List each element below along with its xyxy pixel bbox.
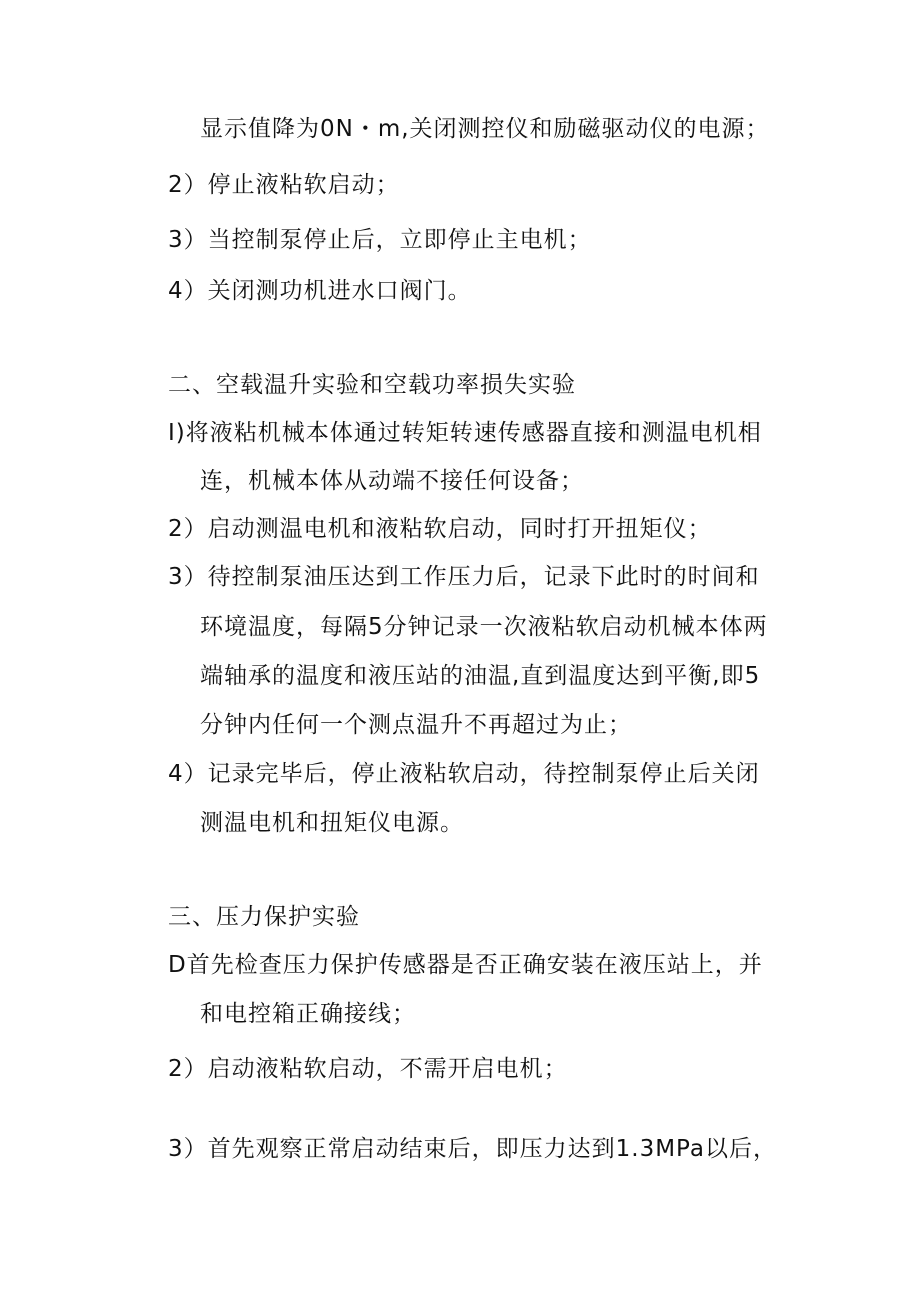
text-line: 2）启动测温电机和液粘软启动，同时打开扭矩仪；: [168, 516, 712, 542]
text-line: 和电控箱正确接线；: [200, 1001, 416, 1027]
text-line: 环境温度，每隔5分钟记录一次液粘软启动机械本体两: [200, 614, 768, 640]
text-line: 连，机械本体从动端不接任何设备；: [200, 468, 584, 494]
section-heading: 二、空载温升实验和空载功率损失实验: [168, 372, 576, 398]
text-line: 3）首先观察正常启动结束后，即压力达到1.3MPa以后，: [168, 1136, 777, 1162]
text-line: 3）当控制泵停止后，立即停止主电机；: [168, 227, 592, 253]
text-line: D首先检查压力保护传感器是否正确安装在液压站上，并: [168, 952, 763, 978]
text-line: 3）待控制泵油压达到工作压力后，记录下此时的时间和: [168, 564, 760, 590]
text-line: 4）记录完毕后，停止液粘软启动，待控制泵停止后关闭: [168, 761, 760, 787]
text-line: 4）关闭测功机进水口阀门。: [168, 278, 472, 304]
text-line: 分钟内任何一个测点温升不再超过为止；: [200, 712, 632, 738]
text-line: 2）启动液粘软启动，不需开启电机；: [168, 1056, 568, 1082]
text-line: 端轴承的温度和液压站的油温,直到温度达到平衡,即5: [200, 663, 761, 689]
section-heading: 三、压力保护实验: [168, 904, 360, 930]
text-line: I)将液粘机械本体通过转矩转速传感器直接和测温电机相: [168, 420, 762, 446]
text-line: 显示值降为0N・m,关闭测控仪和励磁驱动仪的电源；: [200, 116, 770, 142]
text-line: 测温电机和扭矩仪电源。: [200, 810, 464, 836]
text-line: 2）停止液粘软启动；: [168, 172, 400, 198]
